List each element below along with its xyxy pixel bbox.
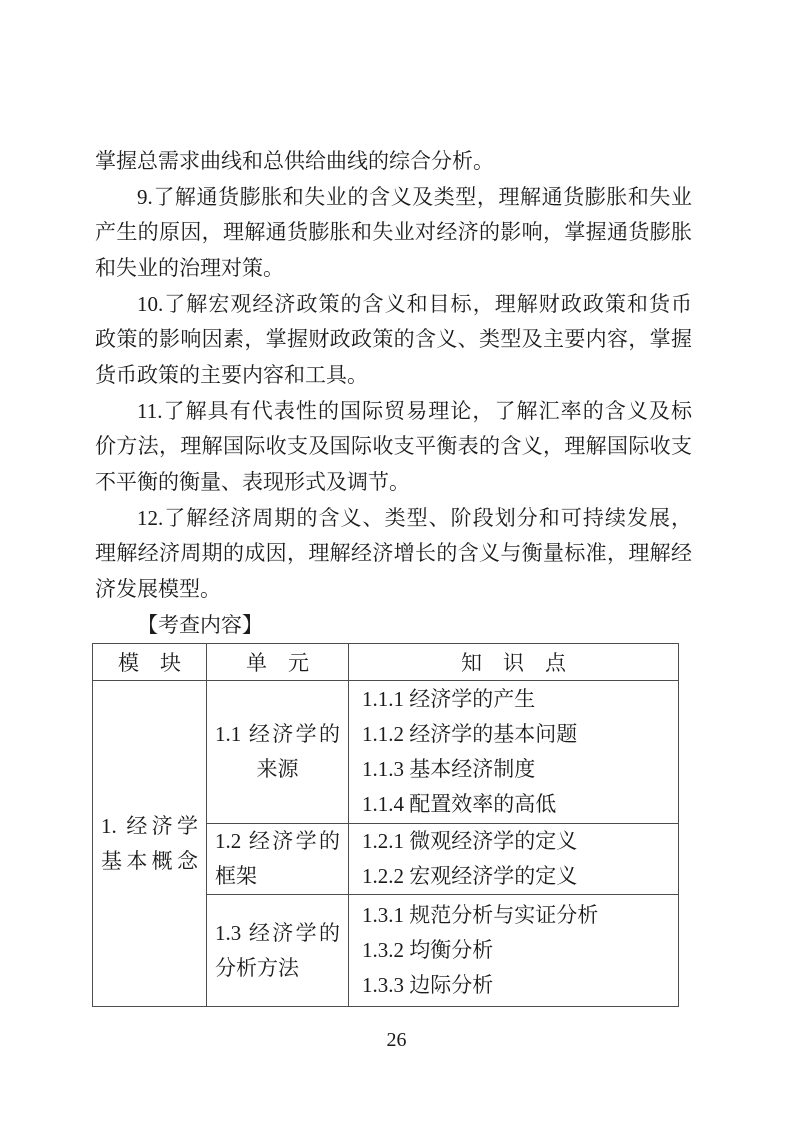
- module-cell: [93, 681, 207, 1007]
- unit-name-line: 框架: [215, 864, 257, 888]
- table-header-row: [93, 644, 679, 681]
- unit-name-line: 1.3 经济学的: [215, 920, 340, 945]
- knowledge-points-cell: [349, 824, 679, 895]
- paragraph-line: 产生的原因，理解通货膨胀和失业对经济的影响，掌握通货膨胀: [95, 220, 692, 245]
- paragraph-line: 价方法，理解国际收支及国际收支平衡表的含义，理解国际收支: [95, 434, 692, 459]
- knowledge-point: 1.2.2 宏观经济学的定义: [362, 864, 578, 888]
- unit-name-line: 1.2 经济学的: [215, 829, 340, 853]
- table-row: [93, 681, 679, 824]
- unit-name-line: 来源: [256, 757, 299, 781]
- paragraph-line: 9.了解通货膨胀和失业的含义及类型，理解通货膨胀和失业: [137, 184, 692, 209]
- module-name-line: 1. 经济学: [101, 813, 198, 838]
- paragraph-line: 和失业的治理对策。: [95, 255, 284, 280]
- knowledge-point: 1.3.1 规范分析与实证分析: [362, 903, 599, 927]
- paragraph-line: 济发展模型。: [95, 576, 221, 601]
- paragraph-line: 11.了解具有代表性的国际贸易理论，了解汇率的含义及标: [137, 398, 692, 423]
- page-number: 26: [386, 1029, 407, 1051]
- unit-name-line: 1.1 经济学的: [215, 722, 340, 746]
- col-header-unit: 单 元: [207, 644, 349, 681]
- knowledge-point: 1.3.3 边际分析: [362, 973, 494, 997]
- exam-table: [92, 643, 679, 1007]
- paragraph-line: 10.了解宏观经济政策的含义和目标，理解财政政策和货币: [137, 291, 692, 316]
- paragraph-line: 理解经济周期的成因，理解经济增长的含义与衡量标准，理解经: [95, 541, 692, 566]
- col-header-module: 模 块: [93, 644, 207, 681]
- paragraph-line: 掌握总需求曲线和总供给曲线的综合分析。: [95, 149, 494, 173]
- paragraph-line: 货币政策的主要内容和工具。: [95, 362, 368, 387]
- knowledge-point: 1.2.1 微观经济学的定义: [362, 829, 578, 853]
- unit-cell: [207, 681, 349, 824]
- paragraph-line: 不平衡的衡量、表现形式及调节。: [95, 469, 410, 494]
- knowledge-point: 1.1.4 配置效率的高低: [362, 792, 557, 816]
- unit-cell: [207, 824, 349, 895]
- knowledge-points-cell: [349, 895, 679, 1007]
- unit-name-line: 分析方法: [215, 955, 299, 980]
- section-heading: 【考查内容】: [137, 612, 263, 637]
- knowledge-points-cell: [349, 681, 679, 824]
- paragraph-line: 政策的影响因素，掌握财政政策的含义、类型及主要内容，掌握: [95, 327, 692, 352]
- paragraph-line: 12.了解经济周期的含义、类型、阶段划分和可持续发展，: [137, 505, 692, 530]
- knowledge-point: 1.1.1 经济学的产生: [362, 687, 536, 711]
- knowledge-point: 1.1.3 基本经济制度: [362, 757, 536, 781]
- col-header-knowledge: 知 识 点: [349, 644, 679, 681]
- body-text: [95, 144, 692, 643]
- knowledge-point: 1.1.2 经济学的基本问题: [362, 722, 578, 746]
- module-name-line: 基本概念: [101, 848, 198, 873]
- unit-cell: [207, 895, 349, 1007]
- knowledge-point: 1.3.2 均衡分析: [362, 938, 494, 962]
